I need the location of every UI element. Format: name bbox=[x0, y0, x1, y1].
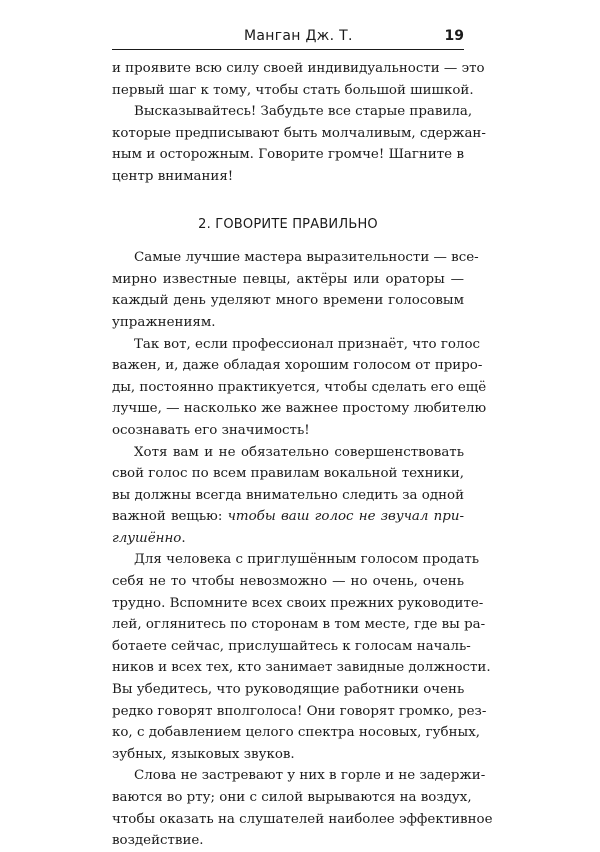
text-line: воздействие. bbox=[112, 833, 204, 849]
text-fragment: . bbox=[181, 530, 186, 546]
text-line: ваются во рту; они с силой вырываются на воздух, bbox=[112, 790, 472, 805]
text-line: ботаете сейчас, прислушайтесь к голосам началь- bbox=[112, 638, 471, 654]
text-line: важен, и, даже обладая хорошим голосом от приро- bbox=[112, 358, 483, 374]
text-line: осознавать его значимость! bbox=[112, 422, 310, 438]
text-line: ников и всех тех, кто занимает завидные должности. bbox=[112, 660, 491, 676]
italic-emphasis: глушённо bbox=[112, 530, 182, 546]
running-header bbox=[112, 28, 464, 50]
text-line: ко, с добавлением целого спектра носовых, губных, bbox=[112, 725, 481, 741]
header-rule bbox=[112, 49, 464, 50]
running-header-author: Манган Дж. Т. bbox=[244, 28, 353, 44]
text-line: Хотя вам и не обязательно совершенствовать bbox=[134, 444, 464, 460]
text-line bbox=[112, 528, 464, 550]
text-line: и проявите всю силу своей индивидуальности — это bbox=[112, 61, 485, 76]
text-line: свой голос по всем правилам вокальной техники, bbox=[112, 466, 464, 482]
body-text bbox=[112, 58, 493, 852]
paragraph-2 bbox=[112, 101, 486, 187]
text-line bbox=[112, 506, 464, 528]
text-line: Так вот, если профессионал признаёт, что голос bbox=[134, 336, 480, 352]
page-number: 19 bbox=[444, 28, 464, 44]
text-line: Самые лучшие мастера выразительности — все- bbox=[134, 250, 479, 266]
text-line: зубных, языковых звуков. bbox=[112, 746, 295, 762]
text-line: вы должны всегда внимательно следить за одной bbox=[112, 487, 464, 503]
text-line: мирно известные певцы, актёры или ораторы — bbox=[112, 271, 464, 287]
text-line: каждый день уделяют много времени голосовым bbox=[112, 293, 464, 309]
text-line: ды, постоянно практикуется, чтобы сделать его ещё bbox=[112, 379, 487, 395]
section-heading: 2. ГОВОРИТЕ ПРАВИЛЬНО bbox=[198, 216, 378, 232]
text-line: Для человека с приглушённым голосом продать bbox=[134, 552, 480, 568]
text-line: трудно. Вспомните всех своих прежних руководите- bbox=[112, 595, 484, 611]
paragraph-5 bbox=[112, 442, 464, 550]
text-fragment: важной вещью: bbox=[112, 509, 228, 525]
paragraph-4 bbox=[112, 334, 487, 442]
text-line: Слова не застревают у них в горле и не задержи- bbox=[134, 768, 486, 784]
text-line: центр внимания! bbox=[112, 168, 234, 184]
text-line: чтобы оказать на слушателей наиболее эффективное bbox=[112, 811, 493, 827]
paragraph-1 bbox=[112, 58, 485, 101]
text-line: которые предписывают быть молчаливым, сдержан- bbox=[112, 125, 486, 141]
text-line: Вы убедитесь, что руководящие работники очень bbox=[112, 682, 465, 698]
text-line: лей, оглянитесь по сторонам в том месте, где вы ра- bbox=[112, 617, 486, 633]
text-line: первый шаг к тому, чтобы стать большой шишкой. bbox=[112, 82, 474, 98]
paragraph-3 bbox=[112, 247, 479, 333]
text-line: Высказывайтесь! Забудьте все старые правила, bbox=[134, 104, 473, 120]
italic-emphasis: чтобы ваш голос не звучал при- bbox=[227, 509, 464, 525]
paragraph-6 bbox=[112, 549, 491, 765]
text-line: лучше, — насколько же важнее простому любителю bbox=[112, 401, 487, 417]
paragraph-7 bbox=[112, 765, 493, 851]
text-line: ным и осторожным. Говорите громче! Шагните в bbox=[112, 147, 464, 163]
text-line: редко говорят вполголоса! Они говорят громко, рез- bbox=[112, 703, 487, 719]
text-line: упражнениям. bbox=[112, 314, 216, 330]
text-line: себя не то чтобы невозможно — но очень, очень bbox=[112, 574, 464, 590]
